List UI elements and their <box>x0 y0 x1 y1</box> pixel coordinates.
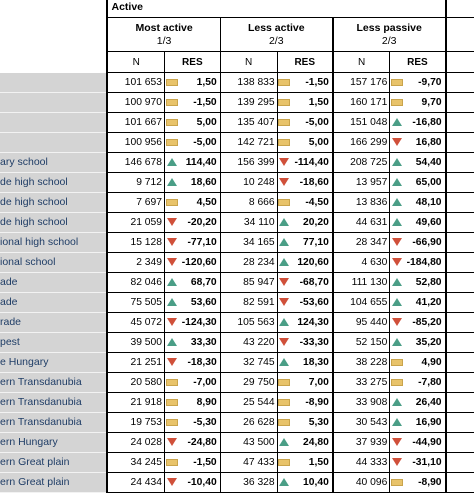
residual-cell: 26,40 <box>404 393 446 413</box>
count-cell: 15 128 <box>107 233 164 253</box>
count-cell: 101 653 <box>107 73 164 93</box>
neutral-bar-icon <box>166 79 178 86</box>
table-row <box>0 173 474 193</box>
count-cell: 105 563 <box>220 313 277 333</box>
table-row <box>0 193 474 213</box>
residual-cell: -18,30 <box>178 353 220 373</box>
group-fraction: 2/3 <box>381 34 397 47</box>
triangle-up-icon <box>392 298 402 306</box>
residual-cell: -31,10 <box>404 453 446 473</box>
neutral-bar-icon <box>166 379 178 386</box>
residual-cell: -8,90 <box>291 393 333 413</box>
count-cell: 43 500 <box>220 433 277 453</box>
neutral-bar-icon <box>391 79 403 86</box>
count-cell: 25 544 <box>220 393 277 413</box>
group-fraction: 2/3 <box>268 34 284 47</box>
count-cell: 82 046 <box>107 273 164 293</box>
row-label: ern Hungary <box>0 433 107 453</box>
triangle-up-icon <box>279 258 289 266</box>
count-cell: 34 165 <box>220 233 277 253</box>
residual-cell: -53,60 <box>291 293 333 313</box>
table-body <box>0 73 474 493</box>
residual-cell: 41,20 <box>404 293 446 313</box>
count-cell: 160 171 <box>333 93 390 113</box>
residual-cell: 1,50 <box>291 453 333 473</box>
residual-cell: 4,90 <box>404 353 446 373</box>
col-res-header: RES <box>164 52 220 73</box>
residual-cell: 18,60 <box>178 173 220 193</box>
count-cell: 9 712 <box>107 173 164 193</box>
count-cell: 34 245 <box>107 453 164 473</box>
row-label: ade <box>0 293 107 313</box>
header-extra-cell <box>446 0 474 18</box>
row-label <box>0 113 107 133</box>
triangle-down-icon <box>167 318 177 326</box>
table-row <box>0 433 474 453</box>
residual-cell: -120,60 <box>178 253 220 273</box>
residual-cell: 1,50 <box>291 93 333 113</box>
residual-cell: -5,30 <box>178 413 220 433</box>
triangle-down-icon <box>279 158 289 166</box>
neutral-bar-icon <box>166 459 178 466</box>
table-row <box>0 113 474 133</box>
residual-cell: -5,00 <box>291 113 333 133</box>
neutral-bar-icon <box>278 379 290 386</box>
group-header-most-active <box>107 18 220 52</box>
triangle-down-icon <box>392 238 402 246</box>
triangle-down-icon <box>392 438 402 446</box>
count-cell: 32 745 <box>220 353 277 373</box>
residual-cell: 114,40 <box>178 153 220 173</box>
count-cell: 39 500 <box>107 333 164 353</box>
count-cell: 151 048 <box>333 113 390 133</box>
count-cell: 45 072 <box>107 313 164 333</box>
residual-cell: -44,90 <box>404 433 446 453</box>
row-label <box>0 133 107 153</box>
active-header-row <box>0 0 474 18</box>
triangle-down-icon <box>167 238 177 246</box>
triangle-up-icon <box>279 318 289 326</box>
triangle-up-icon <box>392 218 402 226</box>
residual-cell: -77,10 <box>178 233 220 253</box>
residual-cell: -5,00 <box>178 133 220 153</box>
table-row <box>0 353 474 373</box>
count-cell: 8 666 <box>220 193 277 213</box>
count-cell: 208 725 <box>333 153 390 173</box>
count-cell: 139 295 <box>220 93 277 113</box>
table-row <box>0 453 474 473</box>
residual-cell: 53,60 <box>178 293 220 313</box>
triangle-down-icon <box>279 178 289 186</box>
count-cell: 135 407 <box>220 113 277 133</box>
row-label: ern Transdanubia <box>0 413 107 433</box>
count-cell: 85 947 <box>220 273 277 293</box>
count-cell: 7 697 <box>107 193 164 213</box>
table-row <box>0 153 474 173</box>
row-label: ary school <box>0 153 107 173</box>
residual-cell: -114,40 <box>291 153 333 173</box>
count-cell: 13 836 <box>333 193 390 213</box>
residual-cell: -85,20 <box>404 313 446 333</box>
count-cell: 82 591 <box>220 293 277 313</box>
count-cell: 36 328 <box>220 473 277 493</box>
residual-cell: 65,00 <box>404 173 446 193</box>
neutral-bar-icon <box>166 139 178 146</box>
table-row <box>0 333 474 353</box>
count-cell: 156 399 <box>220 153 277 173</box>
residual-cell: 33,30 <box>178 333 220 353</box>
group-title: Most active <box>135 21 193 34</box>
table-row <box>0 273 474 293</box>
row-label: de high school <box>0 173 107 193</box>
residual-cell: 8,90 <box>178 393 220 413</box>
group-header-less-passive <box>333 18 446 52</box>
triangle-up-icon <box>167 178 177 186</box>
corner-cell <box>0 0 107 18</box>
count-cell: 33 908 <box>333 393 390 413</box>
count-cell: 95 440 <box>333 313 390 333</box>
neutral-bar-icon <box>391 379 403 386</box>
count-cell: 19 753 <box>107 413 164 433</box>
count-cell: 138 833 <box>220 73 277 93</box>
table-row <box>0 253 474 273</box>
residual-cell: -66,90 <box>404 233 446 253</box>
triangle-down-icon <box>279 278 289 286</box>
triangle-up-icon <box>392 278 402 286</box>
triangle-down-icon <box>167 258 177 266</box>
table-row <box>0 93 474 113</box>
row-label: ional high school <box>0 233 107 253</box>
row-label: ade <box>0 273 107 293</box>
residual-cell: 16,80 <box>404 133 446 153</box>
residual-cell: -1,50 <box>178 453 220 473</box>
residual-cell: -124,30 <box>178 313 220 333</box>
row-label: ional school <box>0 253 107 273</box>
count-cell: 101 667 <box>107 113 164 133</box>
residual-cell: 5,00 <box>178 113 220 133</box>
row-label: ern Transdanubia <box>0 393 107 413</box>
count-cell: 20 580 <box>107 373 164 393</box>
neutral-bar-icon <box>278 419 290 426</box>
residual-cell: 124,30 <box>291 313 333 333</box>
residual-cell: -24,80 <box>178 433 220 453</box>
triangle-up-icon <box>167 298 177 306</box>
triangle-down-icon <box>167 218 177 226</box>
triangle-up-icon <box>392 118 402 126</box>
group-header-less-active <box>220 18 333 52</box>
count-cell: 47 433 <box>220 453 277 473</box>
neutral-bar-icon <box>278 139 290 146</box>
triangle-down-icon <box>167 478 177 486</box>
count-cell: 21 251 <box>107 353 164 373</box>
row-label: ern Great plain <box>0 473 107 493</box>
triangle-up-icon <box>279 358 289 366</box>
count-cell: 75 505 <box>107 293 164 313</box>
residual-cell: 18,30 <box>291 353 333 373</box>
neutral-bar-icon <box>278 79 290 86</box>
residual-cell: -10,40 <box>178 473 220 493</box>
count-cell: 104 655 <box>333 293 390 313</box>
col-n-header: N <box>107 52 164 73</box>
count-cell: 38 228 <box>333 353 390 373</box>
neutral-bar-icon <box>166 99 178 106</box>
row-label: de high school <box>0 213 107 233</box>
residual-cell: 49,60 <box>404 213 446 233</box>
triangle-up-icon <box>279 478 289 486</box>
table-row <box>0 233 474 253</box>
neutral-bar-icon <box>391 359 403 366</box>
neutral-bar-icon <box>278 399 290 406</box>
count-cell: 29 750 <box>220 373 277 393</box>
residual-cell: 5,00 <box>291 133 333 153</box>
count-cell: 26 628 <box>220 413 277 433</box>
residual-cell: 1,50 <box>178 73 220 93</box>
count-cell: 166 299 <box>333 133 390 153</box>
count-cell: 37 939 <box>333 433 390 453</box>
table-row <box>0 393 474 413</box>
count-cell: 33 275 <box>333 373 390 393</box>
count-cell: 157 176 <box>333 73 390 93</box>
row-label: ern Great plain <box>0 453 107 473</box>
count-cell: 44 333 <box>333 453 390 473</box>
triangle-up-icon <box>167 158 177 166</box>
triangle-down-icon <box>279 298 289 306</box>
count-cell: 52 150 <box>333 333 390 353</box>
triangle-up-icon <box>392 418 402 426</box>
count-cell: 24 434 <box>107 473 164 493</box>
residual-cell: -7,80 <box>404 373 446 393</box>
residual-cell: 16,90 <box>404 413 446 433</box>
triangle-up-icon <box>392 198 402 206</box>
residual-cell: 5,30 <box>291 413 333 433</box>
table-row <box>0 473 474 493</box>
count-cell: 21 059 <box>107 213 164 233</box>
count-cell: 34 110 <box>220 213 277 233</box>
count-cell: 44 631 <box>333 213 390 233</box>
neutral-bar-icon <box>391 99 403 106</box>
triangle-down-icon <box>167 358 177 366</box>
triangle-up-icon <box>392 338 402 346</box>
triangle-up-icon <box>392 158 402 166</box>
triangle-down-icon <box>279 338 289 346</box>
residual-cell: -1,50 <box>178 93 220 113</box>
count-cell: 100 956 <box>107 133 164 153</box>
residual-cell: -16,80 <box>404 113 446 133</box>
residual-cell: -18,60 <box>291 173 333 193</box>
triangle-up-icon <box>392 178 402 186</box>
residual-cell: 35,20 <box>404 333 446 353</box>
triangle-up-icon <box>167 278 177 286</box>
count-cell: 2 349 <box>107 253 164 273</box>
residual-cell: -4,50 <box>291 193 333 213</box>
active-header: Active <box>107 0 445 18</box>
row-label <box>0 93 107 113</box>
row-label: ern Transdanubia <box>0 373 107 393</box>
count-cell: 13 957 <box>333 173 390 193</box>
col-res-header: RES <box>277 52 333 73</box>
table-row <box>0 73 474 93</box>
count-cell: 30 543 <box>333 413 390 433</box>
table-row <box>0 313 474 333</box>
table-row <box>0 213 474 233</box>
neutral-bar-icon <box>278 99 290 106</box>
residual-cell: 10,40 <box>291 473 333 493</box>
row-label: de high school <box>0 193 107 213</box>
neutral-bar-icon <box>278 119 290 126</box>
residual-cell: 68,70 <box>178 273 220 293</box>
group-title: Less passive <box>356 21 422 34</box>
residual-cell: 54,40 <box>404 153 446 173</box>
residual-cell: 9,70 <box>404 93 446 113</box>
count-cell: 146 678 <box>107 153 164 173</box>
neutral-bar-icon <box>166 399 178 406</box>
residual-cell: -33,30 <box>291 333 333 353</box>
neutral-bar-icon <box>166 119 178 126</box>
count-cell: 100 970 <box>107 93 164 113</box>
row-label <box>0 73 107 93</box>
group-title: Less active <box>247 21 305 34</box>
residual-cell: -7,00 <box>178 373 220 393</box>
residual-cell: 52,80 <box>404 273 446 293</box>
count-cell: 142 721 <box>220 133 277 153</box>
residual-cell: 120,60 <box>291 253 333 273</box>
triangle-up-icon <box>279 238 289 246</box>
residual-cell: -184,80 <box>404 253 446 273</box>
neutral-bar-icon <box>166 199 178 206</box>
row-label: rade <box>0 313 107 333</box>
residual-cell: 48,10 <box>404 193 446 213</box>
count-cell: 40 096 <box>333 473 390 493</box>
residual-cell: -68,70 <box>291 273 333 293</box>
triangle-down-icon <box>167 438 177 446</box>
residual-cell: -1,50 <box>291 73 333 93</box>
residual-cell: -8,90 <box>404 473 446 493</box>
residual-cell: 77,10 <box>291 233 333 253</box>
count-cell: 4 630 <box>333 253 390 273</box>
residual-cell: -20,20 <box>178 213 220 233</box>
table-row <box>0 373 474 393</box>
count-cell: 21 918 <box>107 393 164 413</box>
residual-cell: 20,20 <box>291 213 333 233</box>
group-fraction: 1/3 <box>156 34 172 47</box>
triangle-down-icon <box>392 318 402 326</box>
column-header-row <box>0 52 474 73</box>
col-n-header: N <box>220 52 277 73</box>
triangle-up-icon <box>279 438 289 446</box>
triangle-down-icon <box>392 458 402 466</box>
neutral-bar-icon <box>278 199 290 206</box>
residual-cell: 7,00 <box>291 373 333 393</box>
triangle-up-icon <box>279 218 289 226</box>
table-row <box>0 133 474 153</box>
table-row <box>0 293 474 313</box>
triangle-up-icon <box>392 398 402 406</box>
neutral-bar-icon <box>278 459 290 466</box>
col-res-header: RES <box>390 52 446 73</box>
col-n-header: N <box>333 52 390 73</box>
row-label: pest <box>0 333 107 353</box>
triangle-down-icon <box>392 258 402 266</box>
triangle-up-icon <box>167 338 177 346</box>
neutral-bar-icon <box>166 419 178 426</box>
count-cell: 24 028 <box>107 433 164 453</box>
table-row <box>0 413 474 433</box>
row-label: e Hungary <box>0 353 107 373</box>
neutral-bar-icon <box>391 479 403 486</box>
count-cell: 28 347 <box>333 233 390 253</box>
residual-cell: -9,70 <box>404 73 446 93</box>
triangle-down-icon <box>392 138 402 146</box>
count-cell: 10 248 <box>220 173 277 193</box>
count-cell: 111 130 <box>333 273 390 293</box>
residual-cell: 24,80 <box>291 433 333 453</box>
group-header-row <box>0 18 474 52</box>
residual-cell: 4,50 <box>178 193 220 213</box>
count-cell: 43 220 <box>220 333 277 353</box>
count-cell: 28 234 <box>220 253 277 273</box>
